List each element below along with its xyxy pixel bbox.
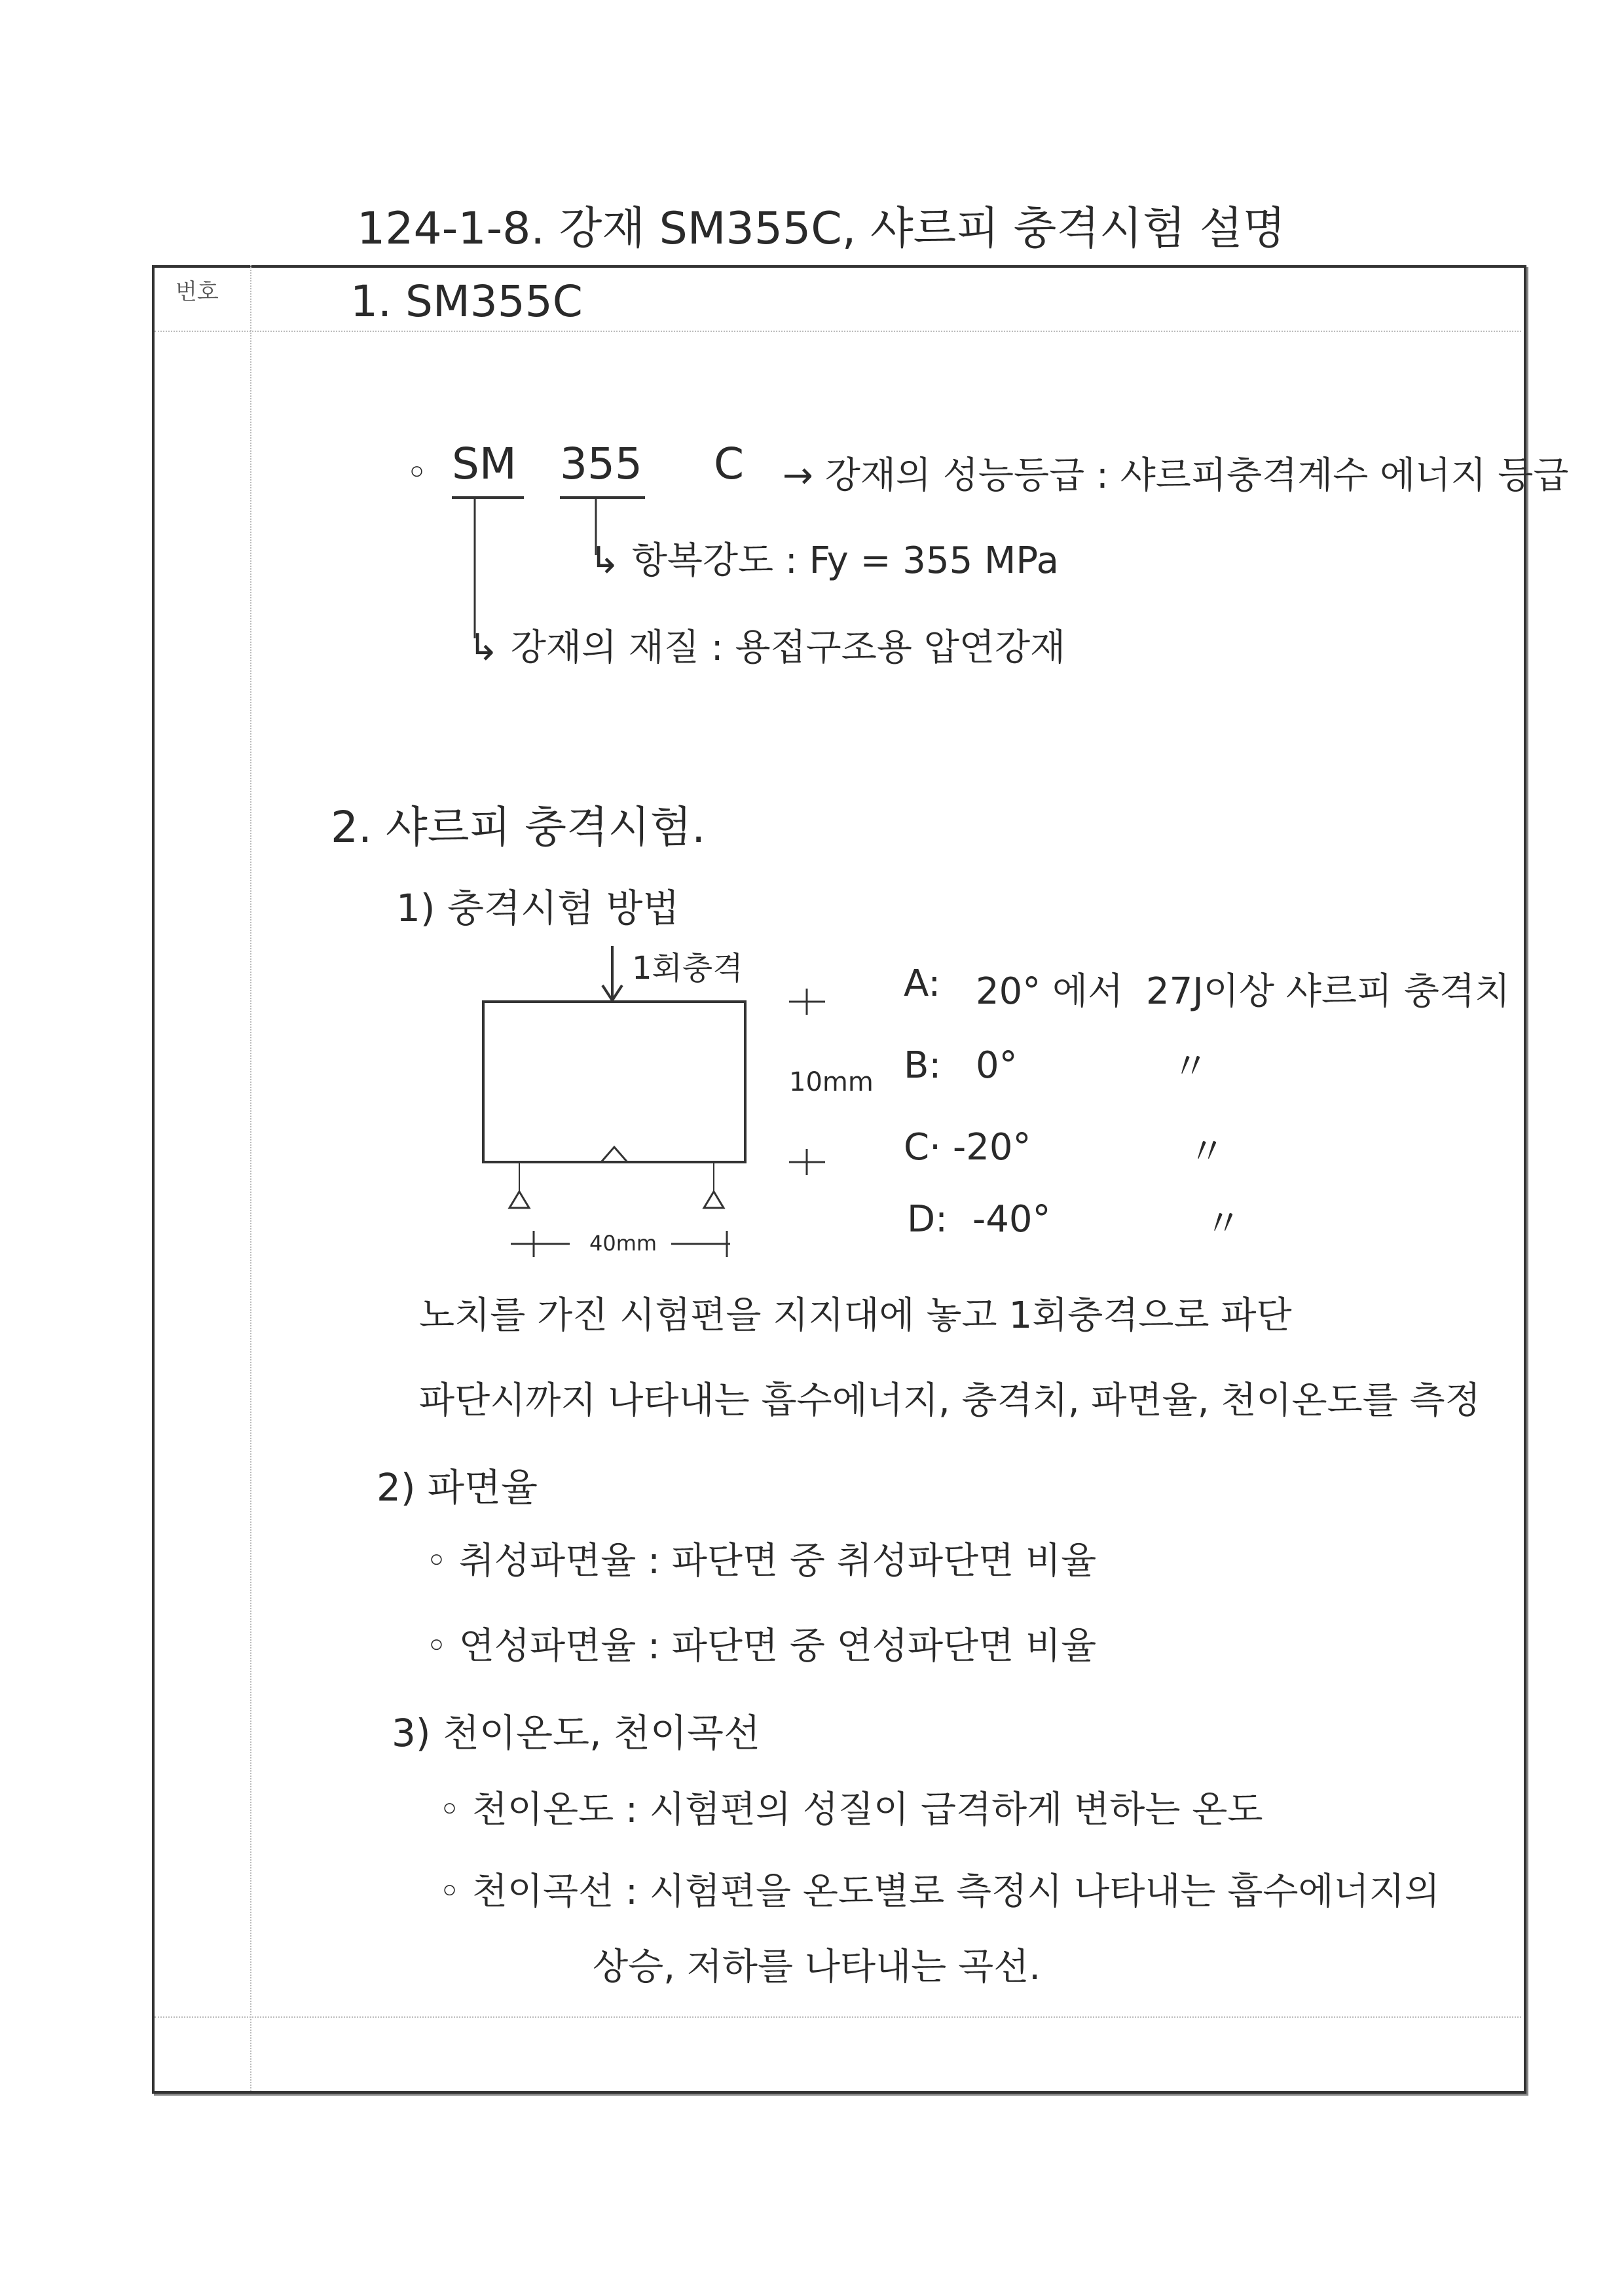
sub1-heading: 1) 충격시험 방법: [396, 886, 680, 930]
grade-b-desc: 〃: [1172, 1046, 1209, 1088]
section2-heading: 2. 샤르피 충격시험.: [331, 802, 706, 852]
grade-c-letter: C·: [904, 1126, 941, 1169]
impact-label: 1회충격: [632, 950, 743, 987]
height-label: 10mm: [789, 1067, 874, 1097]
sub3-heading: 3) 천이온도, 천이곡선: [392, 1711, 761, 1755]
method-text-line1: 노치를 가진 시험편을 지지대에 놓고 1회충격으로 파단: [419, 1294, 1292, 1337]
code-sm: SM: [452, 439, 517, 489]
brittle-fracture-item: ◦ 취성파면율 : 파단면 중 취성파단면 비율: [426, 1540, 1097, 1582]
grade-d-temp: -40°: [972, 1198, 1051, 1241]
grade-a-desc: 27J이상 샤르피 충격치: [1146, 970, 1511, 1013]
width-label: 40mm: [589, 1231, 657, 1256]
grade-b-temp: 0°: [976, 1044, 1018, 1087]
code-material-desc: ↳ 강재의 재질 : 용접구조용 압연강재: [468, 627, 1066, 669]
grade-d-desc: 〃: [1205, 1203, 1242, 1245]
grade-a-temp: 20° 에서: [976, 970, 1124, 1013]
page-title: 124-1-8. 강재 SM355C, 샤르피 충격시험 설명: [357, 203, 1286, 255]
transition-temp-item: ◦ 천이온도 : 시험편의 성질이 급격하게 변하는 온도: [439, 1789, 1263, 1831]
transition-curve-item: ◦ 천이곡선 : 시험편을 온도별로 측정시 나타내는 흡수에너지의: [439, 1870, 1440, 1913]
column-label: 번호: [175, 279, 219, 305]
code-grade: C: [714, 439, 745, 489]
ductile-fracture-item: ◦ 연성파면율 : 파단면 중 연성파단면 비율: [426, 1625, 1097, 1667]
section1-heading: 1. SM355C: [350, 276, 583, 327]
grade-b-letter: B:: [904, 1044, 942, 1087]
code-355: 355: [560, 439, 642, 489]
transition-curve-continuation: 상승, 저하를 나타내는 곡선.: [593, 1946, 1041, 1988]
method-text-line2: 파단시까지 나타내는 흡수에너지, 충격치, 파면율, 천이온도를 측정: [419, 1379, 1481, 1422]
grade-a-letter: A:: [904, 962, 941, 1005]
code-yield-desc: ↳ 항복강도 : Fy = 355 MPa: [589, 539, 1059, 582]
sub2-heading: 2) 파면율: [377, 1465, 538, 1510]
grade-d-letter: D:: [907, 1198, 948, 1241]
code-bullet: ◦: [406, 452, 428, 494]
grade-c-desc: 〃: [1189, 1131, 1225, 1173]
code-grade-desc: → 강재의 성능등급 : 샤르피충격계수 에너지 등급: [783, 454, 1569, 497]
grade-c-temp: -20°: [953, 1126, 1031, 1169]
